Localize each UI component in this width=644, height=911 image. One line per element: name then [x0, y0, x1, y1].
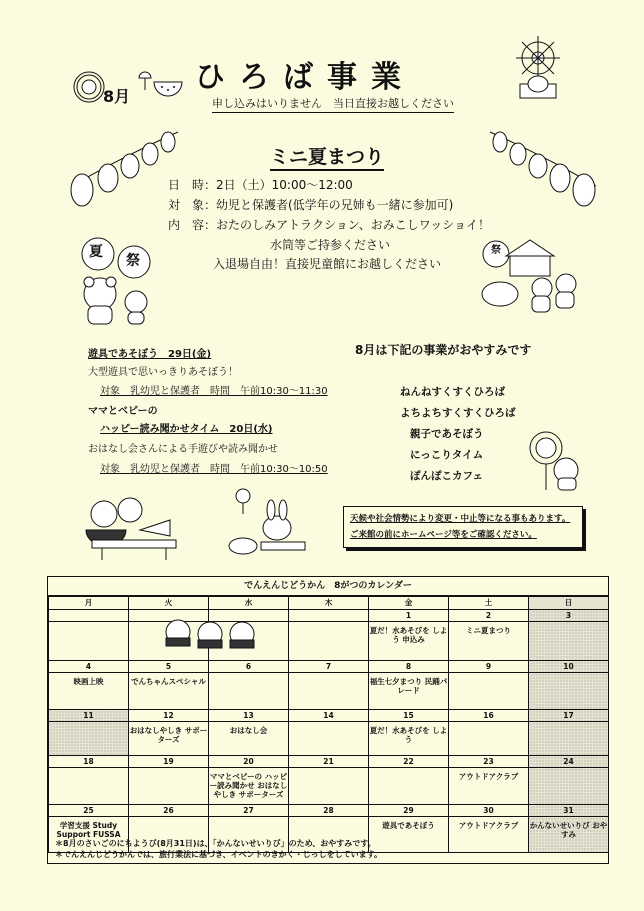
- calendar-week-row: [49, 710, 609, 756]
- program-yugu-title: 遊具であそぼう 29日(金): [88, 349, 212, 360]
- calendar-event: [49, 768, 128, 772]
- calendar-day-cell: [289, 661, 369, 710]
- calendar-day-number: 15: [369, 710, 448, 722]
- calendar-day-number: 6: [209, 661, 288, 673]
- closed-item: よちよちすくすくひろば: [400, 407, 516, 419]
- calendar-event: [289, 722, 368, 726]
- calendar-footnotes: [55, 838, 382, 860]
- calendar-day-number: 18: [49, 756, 128, 768]
- calendar-event: おはなしやしき サポーターズ: [129, 726, 208, 744]
- closed-item: にっこりタイム: [410, 449, 484, 461]
- sunflower-icon: [72, 70, 106, 104]
- festival-bears-illustration: [70, 232, 170, 327]
- weekday-mon: 月: [49, 597, 129, 610]
- event-note-bottle: 水筒等ご持参ください: [270, 238, 391, 252]
- calendar-event: [289, 768, 368, 772]
- calendar-event: ミニ夏まつり: [466, 626, 511, 635]
- calendar-title: でんえんじどうかん 8がつのカレンダー: [48, 577, 608, 596]
- calendar-event: アウトドアクラブ: [458, 772, 519, 781]
- calendar-event: [289, 622, 368, 626]
- program-mama-title2: ハッピー読み聞かせタイム 20日(水): [100, 424, 273, 435]
- calendar-event: [209, 817, 288, 821]
- calendar-animals-illustration: [158, 612, 268, 650]
- calendar-day-cell: [129, 710, 209, 756]
- calendar-event: 夏だ！水あそびを しよう 申込み: [369, 626, 448, 644]
- calendar-day-number: [289, 610, 368, 622]
- calendar-day-cell: [449, 661, 529, 710]
- lantern-string-left: [70, 128, 180, 208]
- calendar-day-cell: [529, 805, 609, 853]
- calendar-event: でんちゃんスペシャル: [131, 677, 206, 686]
- weekday-sat: 土: [449, 597, 529, 610]
- calendar-event: かんないせいりび おやすみ: [529, 821, 608, 839]
- calendar-day-cell: [529, 610, 609, 661]
- calendar-event: [369, 768, 448, 772]
- calendar-day-number: 31: [529, 805, 608, 817]
- calendar-event: [529, 673, 608, 677]
- calendar-day-cell: [529, 661, 609, 710]
- closed-item: ぽんぽこカフェ: [410, 470, 483, 482]
- calendar-day-number: 14: [289, 710, 368, 722]
- fireworks-icon: [498, 32, 578, 104]
- program-yugu-desc: 大型遊具で思いっきりあそぼう！: [88, 367, 238, 378]
- calendar-day-cell: [369, 661, 449, 710]
- calendar-event: 学習支援 Study Support FUSSA: [56, 821, 121, 839]
- calendar-event: [529, 722, 608, 726]
- closed-item: ねんねすくすくひろば: [400, 386, 505, 398]
- notice-line2: ご来館の前にホームページ等をご確認ください。: [350, 530, 537, 540]
- calendar-day-number: 17: [529, 710, 608, 722]
- program-mama-desc: おはなし会さんによる手遊びや読み聞かせ: [88, 444, 278, 455]
- calendar-day-cell: [529, 710, 609, 756]
- event-target: 対 象：幼児と保護者(低学年の兄姉も一緒に参加可): [168, 198, 454, 212]
- calendar-day-number: 25: [49, 805, 128, 817]
- event-title: ミニ夏まつり: [270, 142, 384, 171]
- calendar-day-number: 16: [449, 710, 528, 722]
- event-datetime: 日 時：2日（土）10:00～12:00: [168, 178, 353, 192]
- calendar-day-cell: [369, 756, 449, 805]
- calendar-day-cell: [449, 805, 529, 853]
- sign-summer: 夏: [89, 244, 103, 260]
- weekday-sun: 日: [529, 597, 609, 610]
- calendar-event: [209, 673, 288, 677]
- calendar-day-cell: [209, 756, 289, 805]
- notice-line1: 天候や社会情勢により変更・中止等になる事もあります。: [350, 514, 571, 524]
- wind-chime-icon: [137, 66, 153, 92]
- calendar-day-cell: [529, 756, 609, 805]
- calendar-day-number: 11: [49, 710, 128, 722]
- page-subtitle: 申し込みはいりません 当日直接お越しください: [212, 95, 454, 113]
- calendar: [47, 576, 609, 864]
- calendar-day-number: 2: [449, 610, 528, 622]
- calendar-day-cell: [49, 661, 129, 710]
- calendar-day-number: 10: [529, 661, 608, 673]
- sign-festival: 祭: [126, 253, 140, 269]
- footnote: ＊8月のさいごのにちようび(8月31日)は、「かんないせいりび」のため、おやすみです。: [55, 839, 376, 848]
- calendar-day-cell: [289, 756, 369, 805]
- calendar-day-number: 13: [209, 710, 288, 722]
- calendar-day-cell: [129, 661, 209, 710]
- calendar-day-cell: [129, 756, 209, 805]
- calendar-event: [289, 673, 368, 677]
- calendar-day-cell: [209, 661, 289, 710]
- calendar-day-number: 29: [369, 805, 448, 817]
- calendar-event: [289, 817, 368, 821]
- calendar-event: [449, 673, 528, 677]
- closed-title: 8月は下記の事業がおやすみです: [355, 343, 532, 357]
- calendar-day-cell: [369, 710, 449, 756]
- event-content: 内 容：おたのしみアトラクション、おみこしワッショイ！: [168, 218, 490, 232]
- calendar-day-cell: [369, 610, 449, 661]
- calendar-day-number: 4: [49, 661, 128, 673]
- sign-festival-right: 祭: [491, 245, 501, 256]
- calendar-day-number: 20: [209, 756, 288, 768]
- calendar-day-number: 23: [449, 756, 528, 768]
- weekday-wed: 水: [209, 597, 289, 610]
- calendar-day-number: 19: [129, 756, 208, 768]
- watermelon-bears-illustration: [82, 496, 182, 566]
- calendar-day-cell: [49, 610, 129, 661]
- calendar-table: [48, 596, 609, 853]
- calendar-day-cell: [49, 710, 129, 756]
- program-mama-title: ママとベビーの: [88, 406, 158, 417]
- calendar-day-number: 7: [289, 661, 368, 673]
- calendar-day-cell: [49, 756, 129, 805]
- calendar-event: [49, 622, 128, 626]
- calendar-day-number: 28: [289, 805, 368, 817]
- calendar-day-number: 12: [129, 710, 208, 722]
- calendar-day-number: 8: [369, 661, 448, 673]
- month-label: 8月: [103, 87, 131, 106]
- watermelon-icon: [150, 76, 186, 104]
- calendar-event: 遊具であそぼう: [382, 821, 435, 830]
- calendar-event: [129, 768, 208, 772]
- calendar-day-number: 24: [529, 756, 608, 768]
- footnote: ＊でんえんじどうかんでは、旅行業法に基づき、イベントのきかく・じっしをしています。: [55, 850, 383, 859]
- calendar-day-cell: [449, 756, 529, 805]
- calendar-event: [529, 768, 608, 772]
- calendar-event: [449, 722, 528, 726]
- calendar-event: アウトドアクラブ: [458, 821, 519, 830]
- closed-item: 親子であそぼう: [410, 428, 484, 440]
- calendar-week-row: [49, 610, 609, 661]
- calendar-day-number: 21: [289, 756, 368, 768]
- calendar-week-row: [49, 756, 609, 805]
- weekday-thu: 木: [289, 597, 369, 610]
- calendar-event: 夏だ！水あそびを しよう: [369, 726, 448, 744]
- calendar-day-number: [49, 610, 128, 622]
- calendar-event: [49, 722, 128, 726]
- weekday-tue: 火: [129, 597, 209, 610]
- calendar-day-number: 22: [369, 756, 448, 768]
- weekday-header-row: [49, 597, 609, 610]
- calendar-day-number: 3: [529, 610, 608, 622]
- page-title: ひろば事業: [195, 60, 415, 95]
- closed-list: [400, 382, 516, 487]
- calendar-event: 映画上映: [73, 677, 104, 686]
- event-note-entry: 入退場自由！直接児童館にお越しください: [213, 257, 442, 271]
- calendar-event: 福生七夕まつり 民踊パレード: [369, 677, 448, 695]
- calendar-day-cell: [449, 610, 529, 661]
- calendar-day-cell: [289, 610, 369, 661]
- calendar-day-number: 1: [369, 610, 448, 622]
- weekday-fri: 金: [369, 597, 449, 610]
- calendar-day-number: 27: [209, 805, 288, 817]
- calendar-day-cell: [289, 710, 369, 756]
- program-yugu-meta: 対象 乳幼児と保護者 時間 午前10:30～11:30: [100, 386, 328, 397]
- calendar-day-number: 26: [129, 805, 208, 817]
- calendar-day-number: 9: [449, 661, 528, 673]
- calendar-event: [129, 817, 208, 821]
- calendar-event: [529, 622, 608, 626]
- calendar-event: おはなし会: [229, 726, 268, 735]
- calendar-day-cell: [209, 710, 289, 756]
- program-mama-meta: 対象 乳幼児と保護者 時間 午前10:30～10:50: [100, 464, 328, 475]
- lantern-string-right: [488, 128, 598, 208]
- calendar-week-row: [49, 661, 609, 710]
- calendar-event: ママとベビーの ハッピー読み聞かせ おはなしやしき サポーターズ: [209, 772, 288, 799]
- rabbit-tanabata-illustration: [225, 484, 315, 564]
- calendar-day-number: 5: [129, 661, 208, 673]
- notice-box: [343, 506, 583, 548]
- calendar-day-cell: [449, 710, 529, 756]
- calendar-day-number: 30: [449, 805, 528, 817]
- sunflower-bear-illustration: [520, 428, 584, 492]
